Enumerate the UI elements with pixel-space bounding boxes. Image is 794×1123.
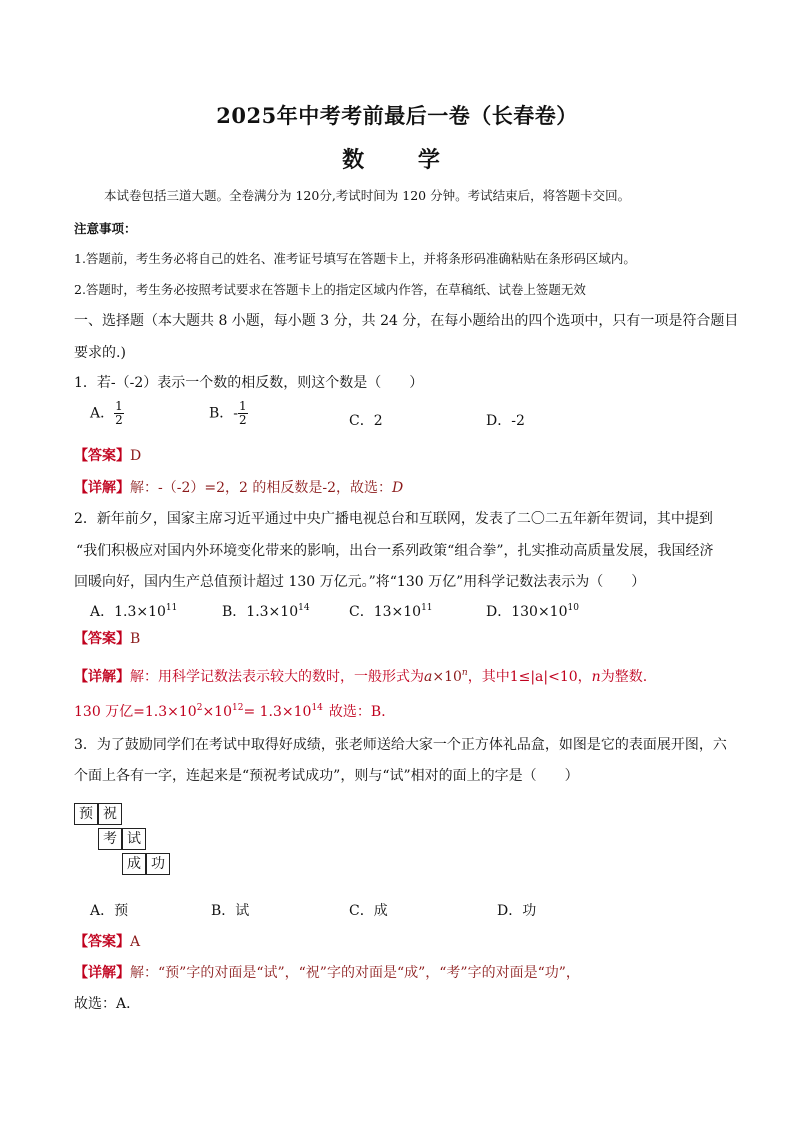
- detail-math-exponent: 14: [311, 703, 323, 713]
- net-face-1: 预: [74, 803, 98, 825]
- option-text: C．13×10: [349, 604, 422, 620]
- detail-text: ，其中1≤|a|<10，: [467, 669, 592, 685]
- detail-math: a: [424, 669, 433, 685]
- q2-answer: [74, 628, 140, 648]
- answer-value: B: [130, 631, 141, 647]
- q3-option-b: B．试: [211, 903, 250, 919]
- detail-math-exponent: 2: [196, 703, 203, 713]
- q3-detail-line2: 故选：A．: [74, 996, 141, 1012]
- detail-text: 为整数.: [600, 669, 648, 685]
- page-title: 2025年中考考前最后一卷（长春卷）: [216, 103, 578, 128]
- detail-math-exponent: 12: [232, 703, 244, 713]
- q1-option-d: D．-2: [486, 413, 525, 429]
- q1-option-b: [209, 400, 248, 427]
- detail-math: 130 万亿=1.3×10: [74, 704, 197, 720]
- notes-heading: 注意事项：: [74, 221, 137, 236]
- fraction-denominator: 2: [115, 413, 123, 427]
- net-face-6: 功: [146, 853, 170, 875]
- option-text: B．1.3×10: [222, 604, 299, 620]
- option-exponent: 11: [165, 603, 178, 613]
- q1-answer: [74, 445, 141, 465]
- q2-option-d: [486, 601, 579, 621]
- fraction-numerator: 1: [239, 399, 247, 413]
- q1-stem: 1．若-（-2）表示一个数的相反数，则这个数是（ ）: [74, 375, 424, 391]
- q1-option-a-label: A．: [90, 405, 115, 422]
- q1-option-a-fraction: [114, 400, 124, 427]
- detail-text: 故选：B．: [328, 704, 396, 720]
- q3-answer: [74, 931, 140, 951]
- answer-tag: 【答案】: [74, 631, 130, 647]
- option-exponent: 10: [567, 603, 579, 613]
- detail-tag: 【详解】: [74, 965, 130, 981]
- q2-stem-line1: 2．新年前夕，国家主席习近平通过中央广播电视总台和互联网，发表了二〇二五年新年贺词，其中提到: [74, 511, 713, 527]
- detail-text: 解：用科学记数法表示较大的数时，一般形式为: [130, 669, 424, 685]
- q1-option-a: [90, 400, 124, 427]
- note-item-2: 2.答题时，考生务必按照考试要求在答题卡上的指定区域内作答，在草稿纸、试卷上签题无效: [74, 282, 586, 297]
- detail-math-exponent: n: [461, 668, 468, 678]
- option-exponent: 14: [298, 603, 310, 613]
- subject-title: 数 学: [342, 147, 452, 173]
- q3-option-a: A．预: [90, 903, 129, 919]
- option-text: D．130×10: [486, 604, 568, 620]
- q2-option-b: [222, 601, 310, 621]
- fraction-denominator: 2: [239, 413, 247, 427]
- answer-value: A: [130, 934, 141, 950]
- detail-tag: 【详解】: [74, 480, 130, 496]
- net-face-2: 祝: [98, 803, 122, 825]
- section-heading-line2: 要求的.): [74, 345, 126, 361]
- detail-math: = 1.3×10: [243, 704, 312, 720]
- fraction-numerator: 1: [115, 399, 123, 413]
- q3-detail: [74, 962, 580, 982]
- net-face-4: 试: [122, 828, 146, 850]
- detail-text: 解：-（-2）=2，2 的相反数是-2，故选：: [130, 480, 393, 496]
- q2-option-c: [349, 601, 433, 621]
- detail-math: n: [591, 669, 601, 685]
- section-heading-line1: 一、选择题（本大题共 8 小题，每小题 3 分，共 24 分，在每小题给出的四个选项中，只有一项是符合题目: [74, 313, 739, 329]
- q1-option-b-label: B．-: [209, 405, 239, 422]
- detail-math: ×10: [202, 704, 232, 720]
- q2-detail-line1: [74, 666, 647, 686]
- answer-value: D: [130, 448, 142, 464]
- q3-stem-line1: 3．为了鼓励同学们在考试中取得好成绩，张老师送给大家一个正方体礼品盒，如图是它的表面展开图，六: [74, 737, 727, 753]
- net-face-3: 考: [98, 828, 122, 850]
- note-item-1: 1.答题前，考生务必将自己的姓名、准考证号填写在答题卡上，并将条形码准确粘贴在条形码区域内。: [74, 251, 636, 266]
- q2-stem-line2: “我们积极应对国内外环境变化带来的影响，出台一系列政策“组合拳”，扎实推动高质量发展，我国经济: [76, 543, 714, 559]
- answer-tag: 【答案】: [74, 934, 130, 950]
- option-text: A．1.3×10: [90, 604, 166, 620]
- intro-text: 本试卷包括三道大题。全卷满分为 120分,考试时间为 120 分钟。考试结束后，将答题卡交回。: [104, 188, 631, 203]
- q1-detail: [74, 477, 403, 497]
- answer-tag: 【答案】: [74, 448, 130, 464]
- q3-option-c: C．成: [349, 903, 388, 919]
- q1-option-c: C．2: [349, 413, 383, 429]
- q1-option-b-fraction: [238, 400, 248, 427]
- q2-option-a: [90, 601, 177, 621]
- detail-text: 解：“预”字的对面是“试”，“祝”字的对面是“成”，“考”字的对面是“功”，: [130, 965, 580, 981]
- q2-detail-line2: [74, 701, 395, 721]
- q3-stem-line2: 个面上各有一字，连起来是“预祝考试成功”，则与“试”相对的面上的字是（ ）: [74, 768, 579, 784]
- net-face-5: 成: [122, 853, 146, 875]
- detail-answer: D: [392, 480, 404, 496]
- detail-math: ×10: [432, 669, 462, 685]
- q3-option-d: D．功: [497, 903, 537, 919]
- detail-tag: 【详解】: [74, 669, 130, 685]
- option-exponent: 11: [421, 603, 433, 613]
- q2-stem-line3: 回暖向好，国内生产总值预计超过 130 万亿元。”将“130 万亿”用科学记数法表示为（ ）: [74, 574, 646, 590]
- cube-net-figure: [74, 803, 184, 883]
